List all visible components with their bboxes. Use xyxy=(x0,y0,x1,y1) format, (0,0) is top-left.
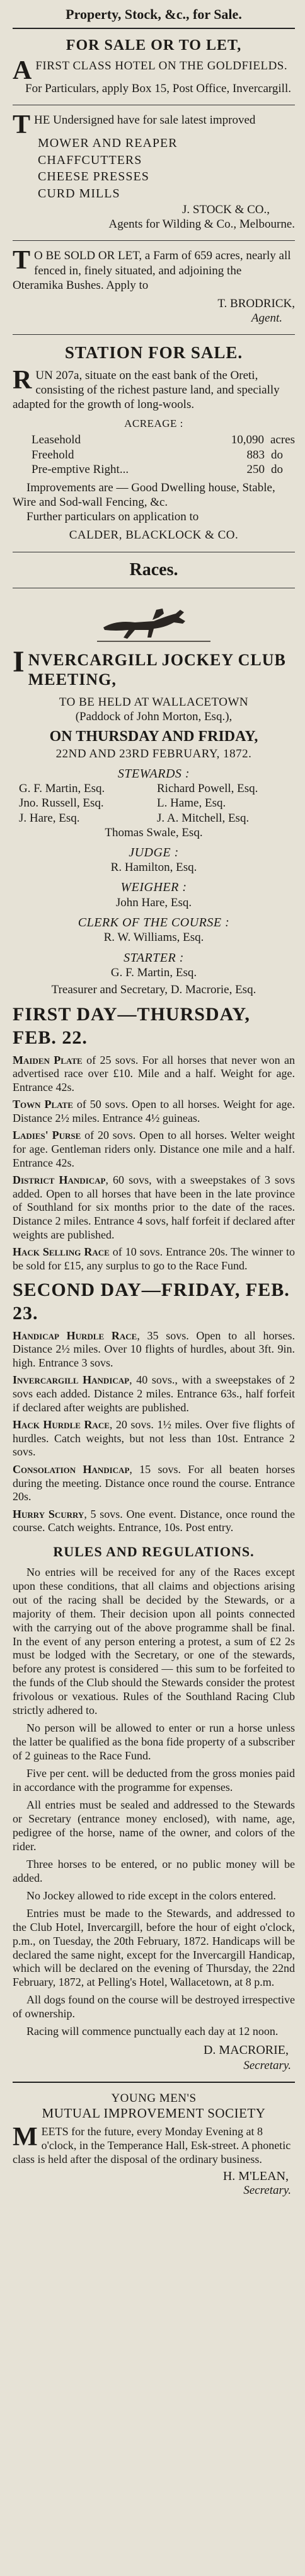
ad-farm-body xyxy=(13,248,295,293)
race-entry xyxy=(13,1245,295,1273)
race-name: Town Plate xyxy=(13,1098,73,1111)
signatory-name: D. MACRORIE, xyxy=(203,2043,289,2058)
agent-role: Agent. xyxy=(251,312,282,325)
section-header: Property, Stock, &c., for Sale. xyxy=(13,0,295,29)
rule-paragraph: All entries must be sealed and addressed to the Stewards or Secretary (entrance money enclosed), with name, age, pedigree of the horse, name of the owner, and colors of the rider. xyxy=(13,1798,295,1853)
race-name: Consolation Handicap xyxy=(13,1462,130,1476)
list-item: CURD MILLS xyxy=(38,186,120,201)
race-details: , 40 sovs., with a sweepstakes of 2 sovs each added. Distance 2 miles. Entrance 63s., half forfeit if declared after weights are published. xyxy=(13,1373,295,1414)
race-details: of 20 sovs. Open to all horses. Welter weight for age. Gentleman riders only. Distance one mile and a half. Entrance 42s. xyxy=(13,1129,295,1169)
ad-farm-text: O BE SOLD OR LET, a Farm of 659 acres, nearly all fenced in, finely situated, and adjoining the Oteramika Bushes. Apply to xyxy=(13,249,291,292)
race-details: of 10 sovs. Entrance 20s. The winner to be sold for £15, any surplus to go to the Race Fund. xyxy=(13,1245,295,1272)
day-one-races xyxy=(13,1054,295,1273)
ad-station xyxy=(13,335,295,552)
signatory-role: Secretary. xyxy=(243,2183,291,2197)
society-body xyxy=(13,2122,295,2167)
acreage-row-label: Leasehold xyxy=(32,433,81,447)
drop-cap: I xyxy=(13,644,25,679)
acreage-row-value: 883 xyxy=(246,448,265,462)
race-entry xyxy=(13,1174,295,1242)
race-entry xyxy=(13,1054,295,1095)
agents-line: Agents for Wilding & Co., Melbourne. xyxy=(108,218,295,231)
ad-station-body xyxy=(13,368,295,412)
race-name: Hack Hurdle Race xyxy=(13,1418,110,1431)
rule-paragraph: No entries will be received for any of the Races except upon these conditions, that all claims and objections arising out of the racing shall be decided by the Stewards, or a majority of them. Their decision upon all points connected with the carrying out of the above programme shall be final. In the event of any person entering a protest, a sum of £2 2s must be lodged with the Secretary, or one of the stewards, before any protest is considered — this sum to be forfeited to the funds of the Club should the Stewards consider the protest frivolous or vexatious. Rules of the Southland Racing Club strictly adhered to. xyxy=(13,1565,295,1717)
race-entry xyxy=(13,1329,295,1370)
drop-cap: T xyxy=(13,246,31,276)
club-title-wrap xyxy=(13,644,295,690)
race-name: Handicap Hurdle Race xyxy=(13,1329,137,1342)
acreage-label: ACREAGE : xyxy=(124,417,183,429)
further-text: Further particulars on application to xyxy=(26,510,199,524)
drop-cap: R xyxy=(13,366,32,395)
race-name: Hurry Scurry xyxy=(13,1507,84,1520)
race-dates: ON THURSDAY AND FRIDAY, xyxy=(49,728,258,745)
weigher-name: John Hare, Esq. xyxy=(115,895,192,909)
ad-station-title: STATION FOR SALE. xyxy=(64,343,243,363)
acreage-row xyxy=(13,448,295,462)
race-entry xyxy=(13,1129,295,1170)
race-entry xyxy=(13,1373,295,1414)
race-details: , 60 sovs, with a sweepstakes of 3 sovs added. Open to all horses that have been in the late province of Southland for six months prior to the date of the races. Distance 2 miles. Entrance 4 sovs, half forfeit if declared after weights are published. xyxy=(13,1174,295,1241)
race-entry xyxy=(13,1463,295,1504)
ad-implements xyxy=(13,105,295,241)
race-entry xyxy=(13,1418,295,1459)
racehorse-icon xyxy=(91,602,217,646)
weigher-label: WEIGHER : xyxy=(120,880,187,895)
ad-hotel-line2: For Particulars, apply Box 15, Post Office, Invercargill. xyxy=(25,82,291,96)
race-details: of 25 sovs. For all horses that never won an advertised race over £10. Mile and a half. Weight for age. Entrance 42s. xyxy=(13,1053,295,1093)
day-one-heading: FIRST DAY—THURSDAY, FEB. 22. xyxy=(13,1004,250,1048)
ad-hotel-title: FOR SALE OR TO LET, xyxy=(66,37,242,54)
race-name: Maiden Plate xyxy=(13,1053,83,1066)
steward-name: J. Hare, Esq. xyxy=(19,811,80,825)
acreage-row xyxy=(13,433,295,447)
acreage-row-label: Freehold xyxy=(32,448,74,462)
acreage-row-value: 10,090 xyxy=(231,433,264,447)
list-item: CHAFFCUTTERS xyxy=(38,153,142,167)
drop-cap: A xyxy=(13,56,32,86)
ad-society xyxy=(13,2082,295,2210)
rule-paragraph: Five per cent. will be deducted from the gross monies paid in accordance with the programme for expenses. xyxy=(13,1767,295,1794)
signatory-name: H. M'LEAN, xyxy=(222,2169,289,2183)
race-entry xyxy=(13,1098,295,1125)
acreage-row xyxy=(13,462,295,477)
race-details: , 20 sovs. 1½ miles. Over five flights of hurdles. Catch weights, but not less than 10st. Entrance 2 sovs. xyxy=(13,1418,295,1459)
day-two-heading: SECOND DAY—FRIDAY, FEB. 23. xyxy=(13,1279,290,1324)
rules-body xyxy=(13,1566,295,2039)
race-name: Ladies' Purse xyxy=(13,1129,81,1142)
club-title: NVERCARGILL JOCKEY CLUB MEETING, xyxy=(28,650,286,689)
acreage-table xyxy=(13,433,295,477)
rule-paragraph: No Jockey allowed to ride except in the colors entered. xyxy=(26,1889,276,1902)
ad-implements-intro: HE Undersigned have for sale latest improved xyxy=(34,114,256,127)
society-title-2: MUTUAL IMPROVEMENT SOCIETY xyxy=(42,2105,266,2121)
list-item: MOWER AND REAPER xyxy=(38,136,178,151)
signatory-role: Secretary. xyxy=(243,2058,291,2072)
acreage-row-unit: do xyxy=(271,448,283,462)
ad-hotel-body xyxy=(13,56,295,86)
ad-hotel xyxy=(13,29,295,105)
steward-name: G. F. Martin, Esq. xyxy=(19,782,105,796)
rule-paragraph: Racing will commence punctually each day at 12 noon. xyxy=(26,2025,279,2038)
judge-name: R. Hamilton, Esq. xyxy=(110,861,197,875)
acreage-row-label: Pre-emptive Right... xyxy=(32,462,129,476)
acreage-row-unit: do xyxy=(271,462,283,476)
paddock: (Paddock of John Morton, Esq.), xyxy=(75,710,233,724)
day-two-races xyxy=(13,1329,295,1535)
firm-name: CALDER, BLACKLOCK & CO. xyxy=(69,528,239,542)
ad-hotel-line1: FIRST CLASS HOTEL ON THE GOLDFIELDS. xyxy=(35,59,288,73)
race-dates-sub: 22ND AND 23RD FEBRUARY, 1872. xyxy=(55,747,252,761)
race-details: , 5 sovs. One event. Distance, once round the course. Catch weights. Entrance, 10s. Post entry. xyxy=(13,1507,295,1534)
firm-name: J. STOCK & CO., xyxy=(181,203,270,216)
rule-paragraph: Entries must be made to the Stewards, and addressed to the Club Hotel, Invercargill, before the hour of eight o'clock, p.m., on Tuesday, the 20th February, 1872. Handicaps will be declared the same night, except for the Invercargill Handicap, which will be declared on the evening of Thursday, the 22nd February, 1872, at Pelling's Hotel, Wallacetown, at 8 p.m. xyxy=(13,1906,295,1989)
races-header: Races. xyxy=(13,552,295,588)
rules-heading: RULES AND REGULATIONS. xyxy=(53,1543,255,1559)
steward-name: Jno. Russell, Esq. xyxy=(19,796,104,810)
acreage-row-value: 250 xyxy=(246,462,265,476)
improvements-text: Improvements are — Good Dwelling house, Stable, Wire and Sod-wall Fencing, &c. xyxy=(13,481,275,510)
ad-farm xyxy=(13,241,295,335)
race-details: of 50 sovs. Open to all horses. Weight for age. Distance 2½ miles. Entrance 4½ guineas. xyxy=(13,1098,296,1124)
stewards-label: STEWARDS : xyxy=(117,766,190,781)
list-item: CHEESE PRESSES xyxy=(38,170,149,184)
rule-paragraph: No person will be allowed to enter or run a horse unless the latter be qualified as the bona fide property of a subscriber of 2 guineas to the Race Fund. xyxy=(13,1722,295,1763)
steward-name: Richard Powell, Esq. xyxy=(157,782,258,796)
race-details: , 15 sovs. For all beaten horses during the meeting. Distance once round the course. Entrance 20s. xyxy=(13,1462,296,1503)
rule-paragraph: Three horses to be entered, or no public money will be added. xyxy=(13,1857,295,1884)
steward-name: Thomas Swale, Esq. xyxy=(105,825,203,839)
steward-name: J. A. Mitchell, Esq. xyxy=(157,811,250,825)
rule-paragraph: All dogs found on the course will be destroyed irrespective of ownership. xyxy=(13,1993,295,2020)
race-entry xyxy=(13,1508,295,1535)
implements-list xyxy=(13,136,295,201)
race-name: Hack Selling Race xyxy=(13,1245,110,1259)
society-text: EETS for the future, every Monday Evening at 8 o'clock, in the Temperance Hall, Esk-street. A phonetic class is held after the disposal of the ordinary business. xyxy=(13,2124,291,2165)
clerk-label: CLERK OF THE COURSE : xyxy=(78,916,230,930)
drop-cap: T xyxy=(13,110,31,140)
society-title-1: YOUNG MEN'S xyxy=(111,2091,197,2105)
jockey-club-ad xyxy=(13,588,295,2082)
ad-station-text: UN 207a, situate on the east bank of the Oreti, consisting of the richest pasture land, and specially adapted for the growth of long-wools. xyxy=(13,369,280,412)
ad-implements-intro-wrap xyxy=(13,110,295,140)
starter-name: G. F. Martin, Esq. xyxy=(110,965,197,979)
race-name: Invercargill Handicap xyxy=(13,1373,130,1387)
agent-name: T. BRODRICK, xyxy=(217,296,295,310)
starter-label: STARTER : xyxy=(124,950,184,965)
clerk-name: R. W. Williams, Esq. xyxy=(103,931,204,945)
treasurer-line: Treasurer and Secretary, D. Macrorie, Esq. xyxy=(51,983,256,997)
held-at: TO BE HELD AT WALLACETOWN xyxy=(59,696,249,709)
race-details: , 35 sovs. Open to all horses. Distance 2½ miles. Over 10 flights of hurdles, about 3ft. 9in. high. Entrance 3 sovs. xyxy=(13,1329,296,1369)
race-name: District Handicap xyxy=(13,1174,106,1187)
judge-label: JUDGE : xyxy=(129,845,179,860)
stewards-list xyxy=(13,781,295,825)
acreage-row-unit: acres xyxy=(270,433,295,447)
drop-cap: M xyxy=(13,2122,38,2152)
racehorse-illustration xyxy=(13,602,295,646)
steward-name: L. Hame, Esq. xyxy=(157,796,226,810)
